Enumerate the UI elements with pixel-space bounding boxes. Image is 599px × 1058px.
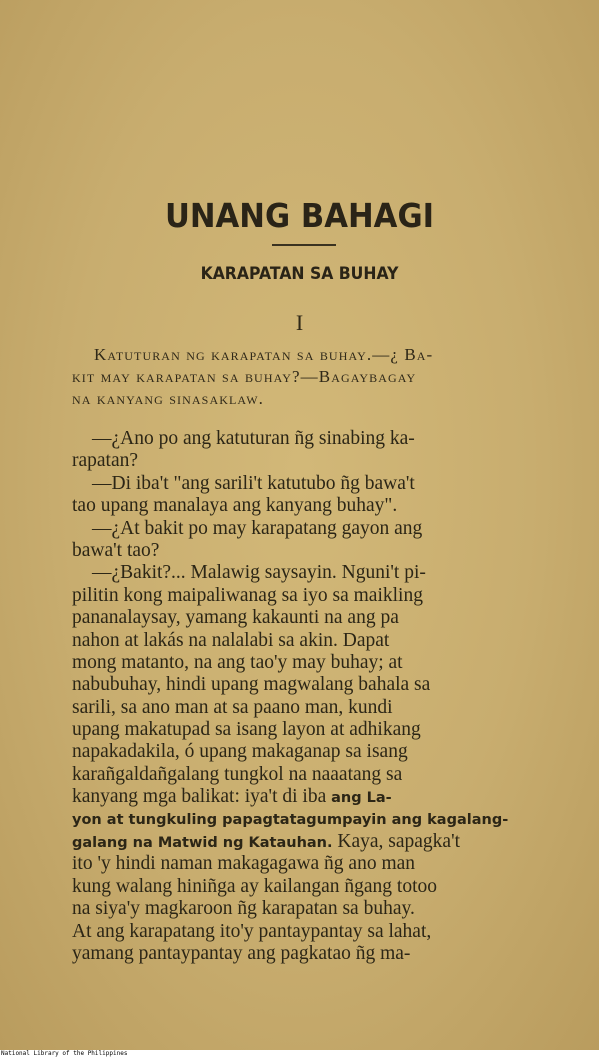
summary-line: na kanyang sinasaklaw. xyxy=(72,389,264,408)
text-line: rapatan? xyxy=(72,450,139,472)
bold-phrase: ang La- xyxy=(331,790,392,807)
text-line: sarili, sa ano man at sa paano man, kundi xyxy=(72,696,393,718)
text-line: kung walang hiniñga ay kailangan ñgang totoo xyxy=(72,875,437,897)
summary-line: kit may karapatan sa buhay?—Bagaybagay xyxy=(72,367,417,386)
text-line: mong matanto, na ang tao'y may buhay; at xyxy=(72,651,403,673)
footer-bar xyxy=(0,1050,599,1058)
text-line: At ang karapatang ito'y pantaypantay sa lahat, xyxy=(72,920,432,942)
text-line: —Di iba't "ang sarili't katutubo ñg bawa't xyxy=(92,472,415,494)
text-line: —¿At bakit po may karapatang gayon ang xyxy=(92,517,423,539)
text-line: bawa't tao? xyxy=(72,539,160,561)
text-line: upang makatupad sa isang layon at adhikang xyxy=(72,719,421,741)
chapter-subtitle: KARAPATAN SA BUHAY xyxy=(200,264,399,284)
text-line: karañgaldañgalang tungkol na naaatang sa xyxy=(72,763,403,785)
bold-text-line: yon at tungkuling papagtatagumpayin ang kagalang- xyxy=(72,811,509,828)
text-line: pananalaysay, yamang kakaunti na ang pa xyxy=(72,607,399,629)
text-line: yamang pantaypantay ang pagkatao ñg ma- xyxy=(72,942,411,964)
text-line: nabubuhay, hindi upang magwalang bahala sa xyxy=(72,674,431,696)
body-paragraphs xyxy=(72,428,538,965)
part-title: UNANG BAHAGI xyxy=(164,196,435,235)
section-summary xyxy=(72,344,540,410)
section-numeral: I xyxy=(295,310,304,335)
text-line: pilitin kong maipaliwanag sa iyo sa maikling xyxy=(72,584,423,606)
text-line xyxy=(72,786,538,808)
text-line xyxy=(72,831,538,853)
text-line: napakadakila, ó upang makaganap sa isang xyxy=(72,741,408,763)
text-line: nahon at lakás na nalalabi sa akin. Dapat xyxy=(72,629,390,651)
library-credit: National Library of the Philippines xyxy=(1,1050,128,1057)
title-divider xyxy=(272,244,336,246)
text-line: ito 'y hindi naman makagagawa ñg ano man xyxy=(72,853,416,875)
bold-phrase: galang na Matwid ng Katauhan. xyxy=(72,835,333,852)
text-line: —¿Bakit?... Malawig saysayin. Nguni't pi- xyxy=(92,562,426,584)
text-segment: kanyang mga balikat: iya't di iba xyxy=(72,786,327,808)
text-line: na siya'y magkaroon ñg karapatan sa buhay. xyxy=(72,898,415,920)
text-line: —¿Ano po ang katuturan ñg sinabing ka- xyxy=(92,428,415,449)
summary-line: Katuturan ng karapatan sa buhay.—¿ Ba- xyxy=(94,345,434,364)
text-line: tao upang manalaya ang kanyang buhay". xyxy=(72,495,398,517)
text-segment: Kaya, sapagka't xyxy=(337,831,461,853)
